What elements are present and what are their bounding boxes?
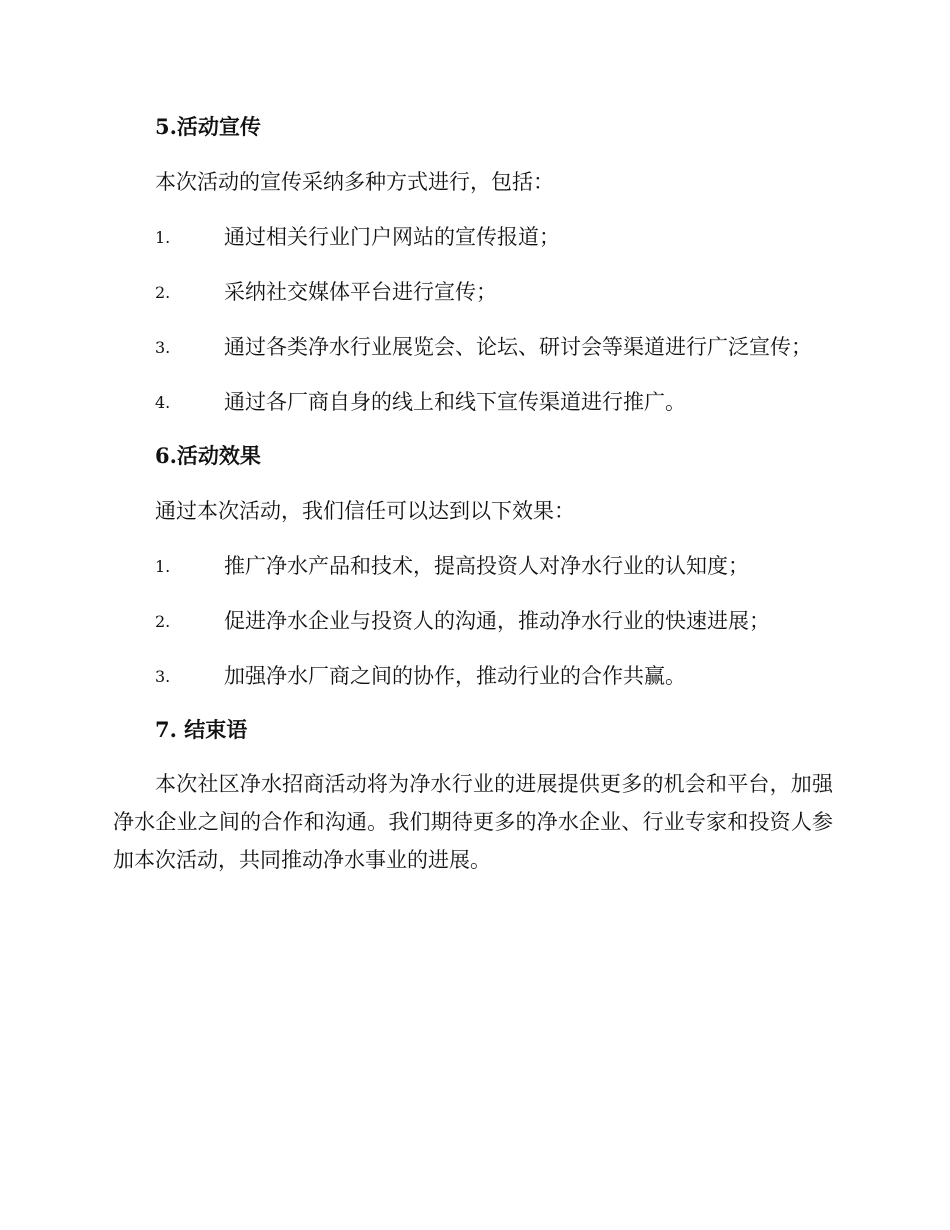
list-item-text: 推广净水产品和技术，提高投资人对净水行业的认知度； xyxy=(224,554,749,578)
section-6-heading: 6.活动效果 xyxy=(155,443,261,468)
list-item-text: 通过各厂商自身的线上和线下宣传渠道进行推广。 xyxy=(224,390,686,414)
list-item-text: 促进净水企业与投资人的沟通，推动净水行业的快速进展； xyxy=(224,609,770,633)
list-item-number: 2. xyxy=(155,283,171,302)
closing-paragraph: 本次社区净水招商活动将为净水行业的进展提供更多的机会和平台，加强净水企业之间的合作和沟通。我们期待更多的净水企业、行业专家和投资人参加本次活动，共同推动净水事业的进展。 xyxy=(113,772,833,872)
list-item-number: 1. xyxy=(155,228,171,247)
list-item-number: 3. xyxy=(155,338,171,357)
list-item-text: 采纳社交媒体平台进行宣传； xyxy=(224,280,497,304)
list-item-text: 加强净水厂商之间的协作，推动行业的合作共赢。 xyxy=(224,664,686,688)
section-6-intro: 通过本次活动，我们信任可以达到以下效果： xyxy=(155,499,575,523)
list-item-number: 4. xyxy=(155,393,171,412)
list-item-text: 通过各类净水行业展览会、论坛、研讨会等渠道进行广泛宣传； xyxy=(224,335,812,359)
list-item-number: 3. xyxy=(155,667,171,686)
list-item-number: 2. xyxy=(155,612,171,631)
section-5-heading: 5.活动宣传 xyxy=(155,114,261,139)
section-5-intro: 本次活动的宣传采纳多种方式进行，包括： xyxy=(155,170,554,194)
list-item-text: 通过相关行业门户网站的宣传报道； xyxy=(224,225,560,249)
section-7-heading: 7. 结束语 xyxy=(155,717,248,742)
list-item-number: 1. xyxy=(155,557,171,576)
